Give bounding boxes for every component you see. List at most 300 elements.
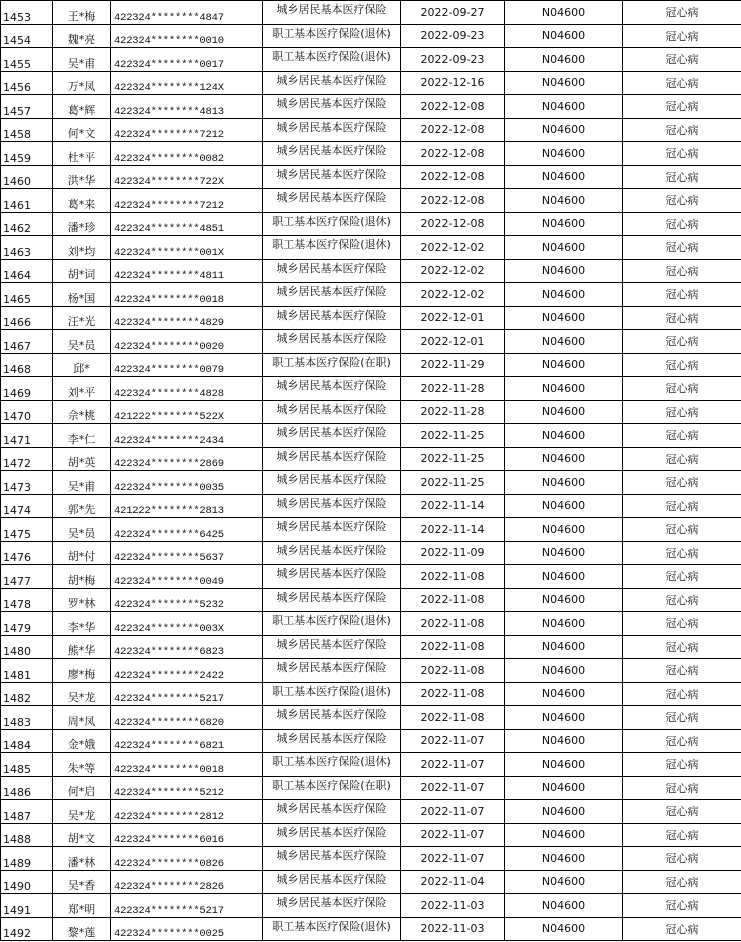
- id-number-cell: 422324********0082: [111, 142, 263, 166]
- patient-name-cell: 黎*莲: [53, 917, 111, 941]
- table-row: [1, 48, 741, 72]
- id-number-cell: 422324********0035: [111, 471, 263, 495]
- row-number-cell: 1490: [1, 870, 53, 894]
- disease-code-cell: N04600: [505, 142, 623, 166]
- patient-name-cell: 杜*平: [53, 142, 111, 166]
- id-number-cell: 422324********5637: [111, 541, 263, 565]
- disease-name-cell: 冠心病: [623, 894, 741, 918]
- id-number-cell: 422324********722X: [111, 165, 263, 189]
- disease-name-cell: 冠心病: [623, 118, 741, 142]
- disease-code-cell: N04600: [505, 800, 623, 824]
- table-row: [1, 776, 741, 800]
- insurance-type-cell: 职工基本医疗保险(在职): [263, 776, 401, 800]
- disease-name-cell: 冠心病: [623, 189, 741, 213]
- disease-name-cell: 冠心病: [623, 776, 741, 800]
- table-row: [1, 330, 741, 354]
- row-number-cell: 1460: [1, 165, 53, 189]
- disease-code-cell: N04600: [505, 518, 623, 542]
- id-number-cell: 421222********522X: [111, 400, 263, 424]
- visit-date-cell: 2022-11-03: [401, 917, 505, 941]
- table-row: [1, 95, 741, 119]
- table-row: [1, 706, 741, 730]
- insurance-type-cell: 城乡居民基本医疗保险: [263, 330, 401, 354]
- id-number-cell: 421222********2813: [111, 494, 263, 518]
- id-number-cell: 422324********7212: [111, 189, 263, 213]
- patient-name-cell: 李*华: [53, 612, 111, 636]
- table-row: [1, 1, 741, 25]
- table-row: [1, 447, 741, 471]
- visit-date-cell: 2022-11-04: [401, 870, 505, 894]
- visit-date-cell: 2022-12-08: [401, 165, 505, 189]
- row-number-cell: 1483: [1, 706, 53, 730]
- id-number-cell: 422324********2826: [111, 870, 263, 894]
- table-row: [1, 682, 741, 706]
- row-number-cell: 1484: [1, 729, 53, 753]
- disease-name-cell: 冠心病: [623, 212, 741, 236]
- row-number-cell: 1462: [1, 212, 53, 236]
- disease-code-cell: N04600: [505, 823, 623, 847]
- table-row: [1, 659, 741, 683]
- insurance-type-cell: 城乡居民基本医疗保险: [263, 306, 401, 330]
- table-row: [1, 142, 741, 166]
- patient-name-cell: 胡*付: [53, 541, 111, 565]
- disease-code-cell: N04600: [505, 588, 623, 612]
- visit-date-cell: 2022-11-08: [401, 612, 505, 636]
- insurance-type-cell: 城乡居民基本医疗保险: [263, 518, 401, 542]
- id-number-cell: 422324********4851: [111, 212, 263, 236]
- visit-date-cell: 2022-09-23: [401, 48, 505, 72]
- patient-name-cell: 刘*均: [53, 236, 111, 260]
- table-row: [1, 494, 741, 518]
- row-number-cell: 1477: [1, 565, 53, 589]
- row-number-cell: 1457: [1, 95, 53, 119]
- insurance-type-cell: 城乡居民基本医疗保险: [263, 165, 401, 189]
- disease-code-cell: N04600: [505, 706, 623, 730]
- disease-code-cell: N04600: [505, 682, 623, 706]
- insurance-type-cell: 城乡居民基本医疗保险: [263, 565, 401, 589]
- table-row: [1, 635, 741, 659]
- disease-code-cell: N04600: [505, 447, 623, 471]
- disease-name-cell: 冠心病: [623, 165, 741, 189]
- insurance-type-cell: 职工基本医疗保险(在职): [263, 353, 401, 377]
- patient-name-cell: 胡*梅: [53, 565, 111, 589]
- id-number-cell: 422324********5217: [111, 894, 263, 918]
- disease-name-cell: 冠心病: [623, 48, 741, 72]
- table-row: [1, 424, 741, 448]
- disease-code-cell: N04600: [505, 917, 623, 941]
- row-number-cell: 1469: [1, 377, 53, 401]
- disease-code-cell: N04600: [505, 306, 623, 330]
- disease-name-cell: 冠心病: [623, 612, 741, 636]
- insurance-type-cell: 城乡居民基本医疗保险: [263, 847, 401, 871]
- disease-code-cell: N04600: [505, 471, 623, 495]
- patient-name-cell: 胡*文: [53, 823, 111, 847]
- row-number-cell: 1459: [1, 142, 53, 166]
- id-number-cell: 422324********6425: [111, 518, 263, 542]
- row-number-cell: 1474: [1, 494, 53, 518]
- visit-date-cell: 2022-11-07: [401, 753, 505, 777]
- table-row: [1, 283, 741, 307]
- id-number-cell: 422324********2422: [111, 659, 263, 683]
- id-number-cell: 422324********4829: [111, 306, 263, 330]
- row-number-cell: 1453: [1, 1, 53, 25]
- disease-code-cell: N04600: [505, 847, 623, 871]
- disease-name-cell: 冠心病: [623, 753, 741, 777]
- row-number-cell: 1467: [1, 330, 53, 354]
- insurance-type-cell: 职工基本医疗保险(退休): [263, 48, 401, 72]
- patient-name-cell: 魏*亮: [53, 24, 111, 48]
- disease-name-cell: 冠心病: [623, 565, 741, 589]
- patient-name-cell: 万*凤: [53, 71, 111, 95]
- id-number-cell: 422324********6820: [111, 706, 263, 730]
- disease-name-cell: 冠心病: [623, 823, 741, 847]
- insurance-type-cell: 城乡居民基本医疗保险: [263, 659, 401, 683]
- row-number-cell: 1481: [1, 659, 53, 683]
- patient-name-cell: 吴*龙: [53, 682, 111, 706]
- row-number-cell: 1471: [1, 424, 53, 448]
- row-number-cell: 1454: [1, 24, 53, 48]
- visit-date-cell: 2022-11-03: [401, 894, 505, 918]
- insurance-type-cell: 城乡居民基本医疗保险: [263, 588, 401, 612]
- insurance-type-cell: 城乡居民基本医疗保险: [263, 494, 401, 518]
- id-number-cell: 422324********0010: [111, 24, 263, 48]
- row-number-cell: 1458: [1, 118, 53, 142]
- id-number-cell: 422324********2434: [111, 424, 263, 448]
- table-row: [1, 118, 741, 142]
- visit-date-cell: 2022-11-07: [401, 729, 505, 753]
- disease-name-cell: 冠心病: [623, 330, 741, 354]
- insurance-type-cell: 城乡居民基本医疗保险: [263, 400, 401, 424]
- disease-code-cell: N04600: [505, 424, 623, 448]
- row-number-cell: 1461: [1, 189, 53, 213]
- patient-name-cell: 熊*华: [53, 635, 111, 659]
- disease-code-cell: N04600: [505, 48, 623, 72]
- insurance-type-cell: 城乡居民基本医疗保险: [263, 283, 401, 307]
- insurance-type-cell: 城乡居民基本医疗保险: [263, 424, 401, 448]
- insurance-type-cell: 城乡居民基本医疗保险: [263, 471, 401, 495]
- id-number-cell: 422324********0018: [111, 753, 263, 777]
- visit-date-cell: 2022-12-02: [401, 236, 505, 260]
- patient-name-cell: 郑*明: [53, 894, 111, 918]
- disease-name-cell: 冠心病: [623, 729, 741, 753]
- visit-date-cell: 2022-09-27: [401, 1, 505, 25]
- insurance-type-cell: 城乡居民基本医疗保险: [263, 729, 401, 753]
- id-number-cell: 422324********6823: [111, 635, 263, 659]
- patient-name-cell: 葛*辉: [53, 95, 111, 119]
- table-row: [1, 729, 741, 753]
- disease-code-cell: N04600: [505, 118, 623, 142]
- row-number-cell: 1488: [1, 823, 53, 847]
- disease-name-cell: 冠心病: [623, 541, 741, 565]
- patient-name-cell: 吴*甫: [53, 48, 111, 72]
- disease-code-cell: N04600: [505, 776, 623, 800]
- insurance-type-cell: 城乡居民基本医疗保险: [263, 823, 401, 847]
- disease-name-cell: 冠心病: [623, 142, 741, 166]
- table-row: [1, 894, 741, 918]
- id-number-cell: 422324********6016: [111, 823, 263, 847]
- table-row: [1, 612, 741, 636]
- visit-date-cell: 2022-11-07: [401, 800, 505, 824]
- disease-name-cell: 冠心病: [623, 283, 741, 307]
- disease-name-cell: 冠心病: [623, 1, 741, 25]
- disease-code-cell: N04600: [505, 330, 623, 354]
- insurance-type-cell: 职工基本医疗保险(退休): [263, 236, 401, 260]
- table-row: [1, 471, 741, 495]
- visit-date-cell: 2022-12-08: [401, 95, 505, 119]
- disease-name-cell: 冠心病: [623, 588, 741, 612]
- table-row: [1, 400, 741, 424]
- row-number-cell: 1468: [1, 353, 53, 377]
- disease-code-cell: N04600: [505, 753, 623, 777]
- table-row: [1, 71, 741, 95]
- row-number-cell: 1492: [1, 917, 53, 941]
- disease-code-cell: N04600: [505, 541, 623, 565]
- id-number-cell: 422324********2812: [111, 800, 263, 824]
- disease-code-cell: N04600: [505, 189, 623, 213]
- disease-name-cell: 冠心病: [623, 259, 741, 283]
- disease-name-cell: 冠心病: [623, 236, 741, 260]
- table-row: [1, 377, 741, 401]
- insurance-type-cell: 城乡居民基本医疗保险: [263, 541, 401, 565]
- insurance-type-cell: 城乡居民基本医疗保险: [263, 1, 401, 25]
- patient-name-cell: 朱*等: [53, 753, 111, 777]
- disease-name-cell: 冠心病: [623, 306, 741, 330]
- insurance-type-cell: 城乡居民基本医疗保险: [263, 142, 401, 166]
- row-number-cell: 1487: [1, 800, 53, 824]
- table-row: [1, 823, 741, 847]
- table-row: [1, 541, 741, 565]
- insurance-type-cell: 职工基本医疗保险(退休): [263, 24, 401, 48]
- disease-code-cell: N04600: [505, 894, 623, 918]
- visit-date-cell: 2022-11-29: [401, 353, 505, 377]
- visit-date-cell: 2022-12-01: [401, 330, 505, 354]
- visit-date-cell: 2022-11-07: [401, 847, 505, 871]
- patient-name-cell: 吴*员: [53, 518, 111, 542]
- disease-code-cell: N04600: [505, 283, 623, 307]
- id-number-cell: 422324********5212: [111, 776, 263, 800]
- insurance-type-cell: 城乡居民基本医疗保险: [263, 800, 401, 824]
- row-number-cell: 1475: [1, 518, 53, 542]
- patient-name-cell: 潘*林: [53, 847, 111, 871]
- disease-name-cell: 冠心病: [623, 95, 741, 119]
- id-number-cell: 422324********001X: [111, 236, 263, 260]
- table-row: [1, 800, 741, 824]
- id-number-cell: 422324********0826: [111, 847, 263, 871]
- table-row: [1, 165, 741, 189]
- patient-name-cell: 李*仁: [53, 424, 111, 448]
- disease-code-cell: N04600: [505, 870, 623, 894]
- disease-code-cell: N04600: [505, 612, 623, 636]
- id-number-cell: 422324********124X: [111, 71, 263, 95]
- table-row: [1, 588, 741, 612]
- patient-name-cell: 杨*国: [53, 283, 111, 307]
- row-number-cell: 1485: [1, 753, 53, 777]
- visit-date-cell: 2022-12-08: [401, 212, 505, 236]
- insurance-type-cell: 城乡居民基本医疗保险: [263, 635, 401, 659]
- table-row: [1, 212, 741, 236]
- patient-name-cell: 何*启: [53, 776, 111, 800]
- insurance-type-cell: 城乡居民基本医疗保险: [263, 118, 401, 142]
- disease-code-cell: N04600: [505, 565, 623, 589]
- row-number-cell: 1464: [1, 259, 53, 283]
- id-number-cell: 422324********0017: [111, 48, 263, 72]
- disease-code-cell: N04600: [505, 400, 623, 424]
- id-number-cell: 422324********0079: [111, 353, 263, 377]
- visit-date-cell: 2022-11-08: [401, 659, 505, 683]
- insurance-type-cell: 城乡居民基本医疗保险: [263, 189, 401, 213]
- visit-date-cell: 2022-11-09: [401, 541, 505, 565]
- disease-code-cell: N04600: [505, 377, 623, 401]
- insurance-type-cell: 城乡居民基本医疗保险: [263, 377, 401, 401]
- id-number-cell: 422324********0018: [111, 283, 263, 307]
- patient-name-cell: 刘*平: [53, 377, 111, 401]
- patient-name-cell: 周*凤: [53, 706, 111, 730]
- visit-date-cell: 2022-11-08: [401, 682, 505, 706]
- disease-code-cell: N04600: [505, 494, 623, 518]
- id-number-cell: 422324********6821: [111, 729, 263, 753]
- insurance-type-cell: 城乡居民基本医疗保险: [263, 706, 401, 730]
- visit-date-cell: 2022-11-25: [401, 424, 505, 448]
- insurance-type-cell: 职工基本医疗保险(退休): [263, 682, 401, 706]
- disease-code-cell: N04600: [505, 236, 623, 260]
- table-row: [1, 753, 741, 777]
- disease-name-cell: 冠心病: [623, 635, 741, 659]
- id-number-cell: 422324********5217: [111, 682, 263, 706]
- insurance-type-cell: 城乡居民基本医疗保险: [263, 95, 401, 119]
- disease-name-cell: 冠心病: [623, 377, 741, 401]
- row-number-cell: 1480: [1, 635, 53, 659]
- id-number-cell: 422324********4813: [111, 95, 263, 119]
- disease-code-cell: N04600: [505, 259, 623, 283]
- visit-date-cell: 2022-11-25: [401, 471, 505, 495]
- disease-code-cell: N04600: [505, 165, 623, 189]
- row-number-cell: 1479: [1, 612, 53, 636]
- row-number-cell: 1466: [1, 306, 53, 330]
- disease-code-cell: N04600: [505, 353, 623, 377]
- patient-name-cell: 郭*先: [53, 494, 111, 518]
- disease-code-cell: N04600: [505, 659, 623, 683]
- disease-name-cell: 冠心病: [623, 471, 741, 495]
- table-row: [1, 870, 741, 894]
- patient-name-cell: 汪*光: [53, 306, 111, 330]
- id-number-cell: 422324********0025: [111, 917, 263, 941]
- visit-date-cell: 2022-11-28: [401, 400, 505, 424]
- insurance-type-cell: 职工基本医疗保险(退休): [263, 753, 401, 777]
- table-row: [1, 847, 741, 871]
- disease-name-cell: 冠心病: [623, 494, 741, 518]
- table-row: [1, 565, 741, 589]
- disease-name-cell: 冠心病: [623, 800, 741, 824]
- id-number-cell: 422324********0020: [111, 330, 263, 354]
- row-number-cell: 1486: [1, 776, 53, 800]
- disease-name-cell: 冠心病: [623, 847, 741, 871]
- visit-date-cell: 2022-11-07: [401, 823, 505, 847]
- id-number-cell: 422324********4847: [111, 1, 263, 25]
- table-row: [1, 353, 741, 377]
- insurance-type-cell: 职工基本医疗保险(退休): [263, 612, 401, 636]
- row-number-cell: 1482: [1, 682, 53, 706]
- table-row: [1, 917, 741, 941]
- disease-name-cell: 冠心病: [623, 353, 741, 377]
- id-number-cell: 422324********5232: [111, 588, 263, 612]
- patient-name-cell: 胡*英: [53, 447, 111, 471]
- insurance-type-cell: 城乡居民基本医疗保险: [263, 71, 401, 95]
- row-number-cell: 1470: [1, 400, 53, 424]
- table-row: [1, 306, 741, 330]
- insurance-type-cell: 城乡居民基本医疗保险: [263, 870, 401, 894]
- disease-name-cell: 冠心病: [623, 400, 741, 424]
- visit-date-cell: 2022-12-01: [401, 306, 505, 330]
- visit-date-cell: 2022-12-02: [401, 283, 505, 307]
- row-number-cell: 1473: [1, 471, 53, 495]
- disease-code-cell: N04600: [505, 212, 623, 236]
- row-number-cell: 1463: [1, 236, 53, 260]
- disease-name-cell: 冠心病: [623, 447, 741, 471]
- disease-name-cell: 冠心病: [623, 682, 741, 706]
- visit-date-cell: 2022-11-25: [401, 447, 505, 471]
- disease-code-cell: N04600: [505, 635, 623, 659]
- table-row: [1, 518, 741, 542]
- id-number-cell: 422324********4828: [111, 377, 263, 401]
- visit-date-cell: 2022-11-08: [401, 706, 505, 730]
- id-number-cell: 422324********0049: [111, 565, 263, 589]
- patient-name-cell: 吴*甫: [53, 471, 111, 495]
- disease-code-cell: N04600: [505, 729, 623, 753]
- visit-date-cell: 2022-12-02: [401, 259, 505, 283]
- patient-name-cell: 吴*员: [53, 330, 111, 354]
- visit-date-cell: 2022-11-08: [401, 635, 505, 659]
- table-body: [1, 1, 741, 941]
- disease-name-cell: 冠心病: [623, 424, 741, 448]
- patient-name-cell: 何*文: [53, 118, 111, 142]
- patient-name-cell: 洪*华: [53, 165, 111, 189]
- visit-date-cell: 2022-09-23: [401, 24, 505, 48]
- row-number-cell: 1491: [1, 894, 53, 918]
- patient-name-cell: 王*梅: [53, 1, 111, 25]
- patient-name-cell: 胡*词: [53, 259, 111, 283]
- visit-date-cell: 2022-11-14: [401, 518, 505, 542]
- visit-date-cell: 2022-11-14: [401, 494, 505, 518]
- row-number-cell: 1456: [1, 71, 53, 95]
- table-row: [1, 24, 741, 48]
- disease-name-cell: 冠心病: [623, 659, 741, 683]
- disease-name-cell: 冠心病: [623, 706, 741, 730]
- patient-name-cell: 金*娥: [53, 729, 111, 753]
- table-row: [1, 259, 741, 283]
- insurance-type-cell: 职工基本医疗保险(退休): [263, 917, 401, 941]
- visit-date-cell: 2022-12-08: [401, 142, 505, 166]
- patient-name-cell: 罗*林: [53, 588, 111, 612]
- visit-date-cell: 2022-12-16: [401, 71, 505, 95]
- disease-name-cell: 冠心病: [623, 917, 741, 941]
- insurance-type-cell: 城乡居民基本医疗保险: [263, 259, 401, 283]
- row-number-cell: 1472: [1, 447, 53, 471]
- row-number-cell: 1465: [1, 283, 53, 307]
- insurance-type-cell: 城乡居民基本医疗保险: [263, 447, 401, 471]
- patient-name-cell: 葛*来: [53, 189, 111, 213]
- id-number-cell: 422324********4811: [111, 259, 263, 283]
- insurance-type-cell: 城乡居民基本医疗保险: [263, 894, 401, 918]
- visit-date-cell: 2022-11-28: [401, 377, 505, 401]
- visit-date-cell: 2022-11-08: [401, 588, 505, 612]
- row-number-cell: 1489: [1, 847, 53, 871]
- disease-name-cell: 冠心病: [623, 518, 741, 542]
- patient-name-cell: 吴*香: [53, 870, 111, 894]
- disease-code-cell: N04600: [505, 71, 623, 95]
- disease-code-cell: N04600: [505, 95, 623, 119]
- id-number-cell: 422324********7212: [111, 118, 263, 142]
- table-row: [1, 236, 741, 260]
